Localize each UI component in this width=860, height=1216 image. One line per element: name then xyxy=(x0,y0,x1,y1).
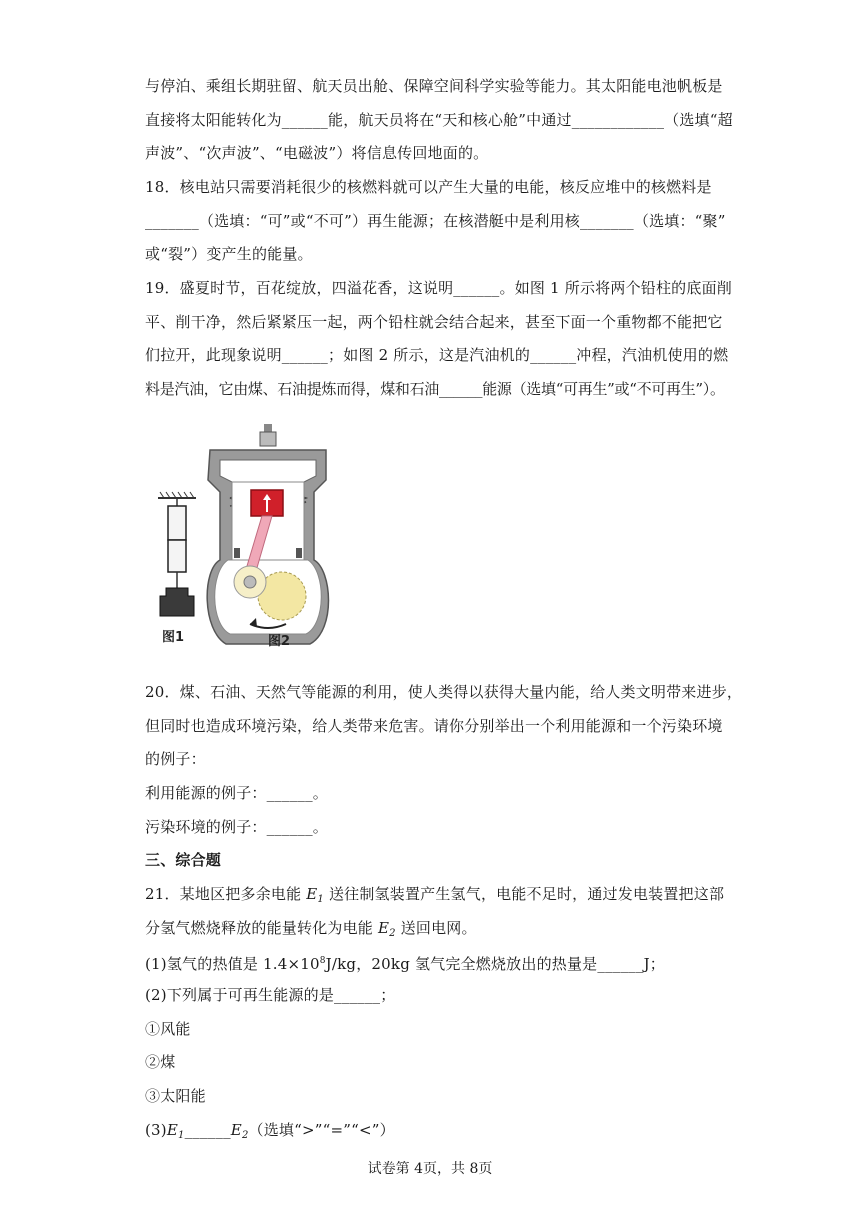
question-19-line-1: 19．盛夏时节，百花绽放，四溢花香，这说明______。如图 1 所示将两个铅柱的底面削 xyxy=(145,279,732,297)
option-solar-energy: ③太阳能 xyxy=(145,1087,206,1105)
question-19-line-4: 料是汽油，它由煤、石油提炼而得，煤和石油______能源（选填“可再生”或“不可再生”）。 xyxy=(145,380,725,398)
question-20-line-3: 的例子： xyxy=(145,750,206,768)
question-18-line-2: _______（选填：“可”或“不可”）再生能源；在核潜艇中是利用核_______（选填：“聚” xyxy=(145,212,726,230)
option-coal: ②煤 xyxy=(145,1053,176,1071)
figure-2-label: 图2 xyxy=(268,634,291,649)
question-20-line-2: 但同时也造成环境污染，给人类带来危害。请你分别举出一个利用能源和一个污染环境 xyxy=(145,717,723,735)
lead-column-figure xyxy=(158,492,196,616)
question-21-part-1: (1)氢气的热值是 $1.4\times 10^8J/kg$，20kg 氢气完全燃烧放出的热量是______J； xyxy=(145,955,665,973)
question-18-line-1: 18．核电站只需要消耗很少的核燃料就可以产生大量的电能，核反应堆中的核燃料是 xyxy=(145,178,712,196)
figure-lead-columns-and-engine xyxy=(150,420,340,652)
question-21-part-3: $(3)E_1\_\_\_\_\_\_E_2$（选填“>”“=”“<”） xyxy=(145,1121,395,1141)
text-line-2: 直接将太阳能转化为______能，航天员将在“天和核心舱”中通过____________（选填“超 xyxy=(145,111,733,129)
question-21-line-2: 分氢气燃烧释放的能量转化为电能 $E_2$ 送回电网。 xyxy=(145,919,477,939)
question-21-line-1: 21．某地区把多余电能 $E_1$ 送往制氢装置产生氢气，电能不足时，通过发电装置把这部 xyxy=(145,885,725,905)
question-18-line-3: 或“裂”）变产生的能量。 xyxy=(145,245,313,263)
figure-1-label: 图1 xyxy=(162,630,185,645)
gasoline-engine-figure xyxy=(207,424,328,644)
section-heading-comprehensive: 三、综合题 xyxy=(145,851,222,869)
question-19-line-3: 们拉开，此现象说明______；如图 2 所示，这是汽油机的______冲程，汽油机使用的燃 xyxy=(145,346,729,364)
page-footer: 试卷第 4页，共 8页 xyxy=(367,1161,493,1177)
energy-use-example: 利用能源的例子：______。 xyxy=(145,784,329,802)
question-21-part-2: (2)下列属于可再生能源的是______； xyxy=(145,986,396,1004)
pollution-example: 污染环境的例子：______。 xyxy=(145,818,329,836)
option-wind-energy: ①风能 xyxy=(145,1020,191,1038)
question-20-line-1: 20．煤、石油、天然气等能源的利用，使人类得以获得大量内能，给人类文明带来进步， xyxy=(145,683,743,701)
text-line-3: 声波”、“次声波”、“电磁波”）将信息传回地面的。 xyxy=(145,144,489,162)
question-19-line-2: 平、削干净，然后紧紧压一起，两个铅柱就会结合起来，甚至下面一个重物都不能把它 xyxy=(145,313,723,331)
text-line-1: 与停泊、乘组长期驻留、航天员出舱、保障空间科学实验等能力。其太阳能电池帆板是 xyxy=(145,77,723,95)
engine-figure-svg xyxy=(150,420,340,652)
